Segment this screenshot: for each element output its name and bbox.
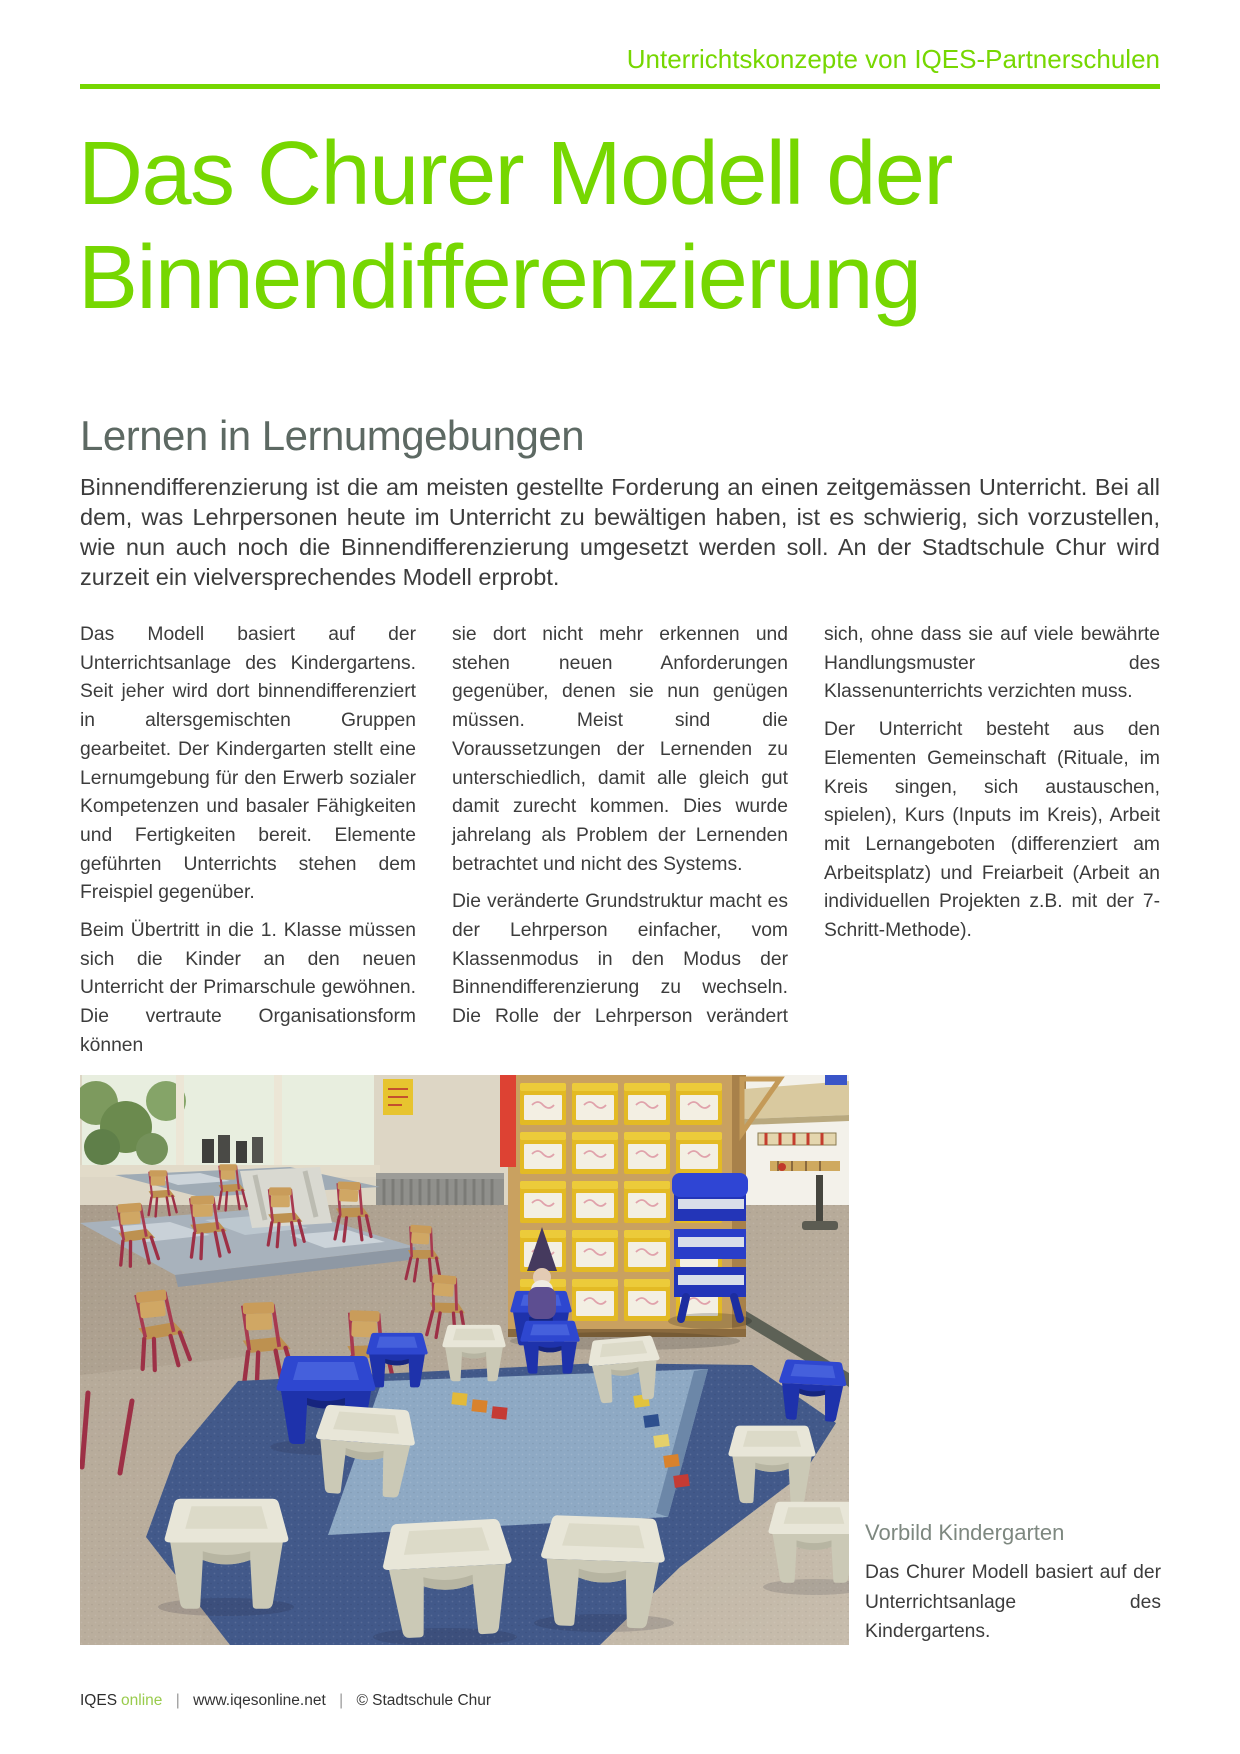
kindergarten-photo-illustration: [80, 1075, 849, 1645]
photo-caption: [865, 1520, 1161, 1647]
page-title: [78, 122, 1138, 330]
header-rule: [80, 84, 1160, 89]
column-2: [452, 621, 788, 1070]
section-subtitle: Lernen in Lernumgebungen: [80, 412, 585, 459]
footer-separator-2: |: [339, 1692, 344, 1709]
window: [80, 1075, 380, 1177]
column-1-paragraph-2: Beim Übertritt in die 1. Klasse müssen sich die Kinder an den neuen Unterricht der Primarschule gewöhnen. Die vertraute Organisationsform können: [80, 920, 416, 1056]
footer-copyright: © Stadtschule Chur: [356, 1692, 492, 1709]
page-footer: [80, 1692, 1160, 1710]
column-1: [80, 621, 416, 1070]
column-3-paragraph-2: Der Unterricht besteht aus den Elementen Gemeinschaft (Rituale, im Kreis singen, sich austauschen, spielen), Kurs (Inputs im Kreis), Arbeit mit Lernangeboten (differenziert am Arbeitsplatz) und Freiarbeit (Arbeit an individuellen Projekten z.B. mit der 7-Schritt-Methode).: [824, 719, 1160, 942]
header-tagline: Unterrichtskonzepte von IQES-Partnerschulen: [626, 44, 1160, 74]
lead-paragraph: Binnendifferenzierung ist die am meisten gestellte Forderung an einen zeitgemässen Unterricht. Bei all dem, was Lehrpersonen heute im Unterricht zu bewältigen haben, ist es schwierig, sich vorzustellen, wie nun auch noch die Binnendifferenzierung umgesetzt werden soll. An der Stadtschule Chur wird zurzeit ein vielversprechendes Modell erprobt.: [80, 474, 1160, 590]
footer-brand: IQES: [80, 1692, 118, 1709]
footer-brand-suffix: online: [121, 1692, 163, 1709]
footer-separator: |: [175, 1692, 180, 1709]
classroom-photo: [80, 1075, 849, 1645]
page-title-line2: Binnendifferenzierung: [78, 228, 921, 328]
body-columns: [80, 621, 1160, 1070]
photo-caption-text: Das Churer Modell basiert auf der Unterrichtsanlage des Kindergartens.: [865, 1562, 1161, 1642]
column-2-paragraph-2: Die veränderte Grundstruktur macht es der Lehrperson einfacher, vom Klassenmodus in den Modus der Binnendifferenzierung zu wechseln. Die Rolle der Lehrperson verändert: [452, 891, 788, 1028]
column-1-paragraph-1: Das Modell basiert auf der Unterrichtsanlage des Kindergartens. Seit jeher wird dort binnendifferenziert in altersgemischten Gruppen gearbeitet. Der Kindergarten stellt eine Lernumgebung für den Erwerb sozialer Kompetenzen und basaler Fähigkeiten und Fertigkeiten bereit. Elemente geführten Unterrichts stehen dem Freispiel gegenüber.: [80, 624, 416, 904]
photo-caption-title: Vorbild Kindergarten: [865, 1520, 1065, 1545]
footer-url: www.iqesonline.net: [193, 1692, 326, 1709]
column-2-paragraph-1: sie dort nicht mehr erkennen und stehen neuen Anforderungen gegenüber, denen sie nun genügen müssen. Meist sind die Voraussetzungen der Lernenden zu unterschiedlich, damit alle gleich gut damit zurecht kommen. Dies wurde jahrelang als Problem der Lernenden betrachtet und nicht des Systems.: [452, 624, 788, 875]
column-3: [824, 621, 1160, 1070]
column-3-paragraph-1: sich, ohne dass sie auf viele bewährte Handlungsmuster des Klassenunterrichts verzichten muss.: [824, 624, 1160, 703]
page-title-line1: Das Churer Modell der: [78, 124, 952, 224]
red-strip: [500, 1075, 516, 1167]
